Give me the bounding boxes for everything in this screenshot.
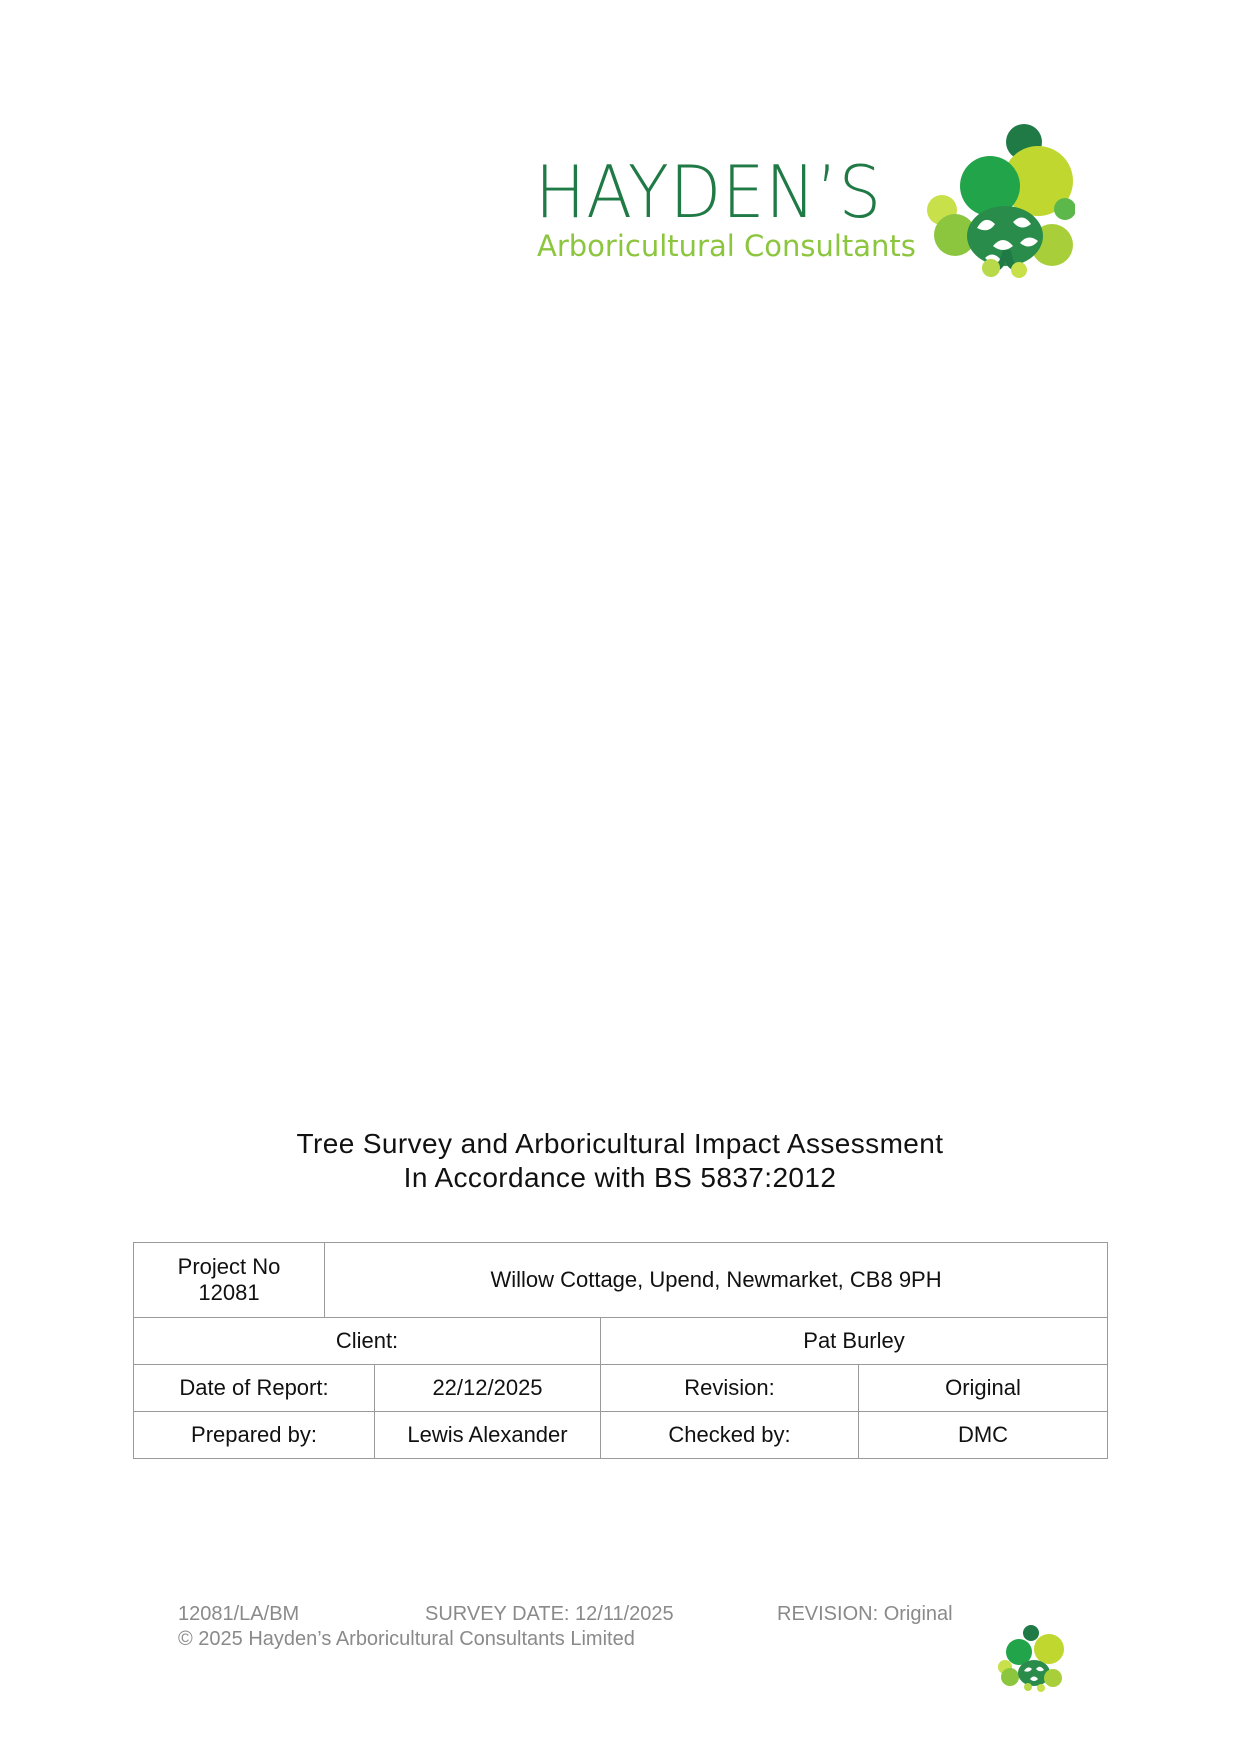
logo-name: HAYDEN’S: [535, 150, 883, 234]
company-logo: [535, 118, 1075, 283]
footer-revision: REVISION: Original: [777, 1603, 953, 1625]
small-tree-logo-icon: [996, 1625, 1064, 1693]
revision-value: Original: [859, 1365, 1108, 1412]
report-title-line-1: Tree Survey and Arboricultural Impact Assessment: [296, 1128, 944, 1159]
prepared-by-value: Lewis Alexander: [375, 1412, 601, 1459]
report-title-line-2: In Accordance with BS 5837:2012: [403, 1162, 837, 1193]
date-value: 22/12/2025: [375, 1365, 601, 1412]
project-number-cell: [134, 1243, 325, 1318]
prepared-by-label: Prepared by:: [134, 1412, 375, 1459]
footer-reference: 12081/LA/BM: [178, 1603, 300, 1625]
page-footer: [178, 1603, 978, 1651]
footer-copyright: © 2025 Hayden’s Arboricultural Consultants Limited: [178, 1628, 635, 1650]
report-title: [0, 1127, 1240, 1195]
checked-by-value: DMC: [859, 1412, 1108, 1459]
project-number-label: Project No: [177, 1254, 281, 1279]
footer-survey-date: SURVEY DATE: 12/11/2025: [425, 1603, 674, 1625]
site-address: Willow Cottage, Upend, Newmarket, CB8 9PH: [325, 1243, 1108, 1318]
client-value: Pat Burley: [601, 1318, 1108, 1365]
report-info-table: [133, 1242, 1108, 1459]
project-number: 12081: [198, 1280, 260, 1305]
revision-label: Revision:: [601, 1365, 859, 1412]
client-label: Client:: [134, 1318, 601, 1365]
date-label: Date of Report:: [134, 1365, 375, 1412]
checked-by-label: Checked by:: [601, 1412, 859, 1459]
logo-subtitle: Arboricultural Consultants: [537, 229, 916, 263]
tree-logo-icon: [915, 118, 1075, 283]
